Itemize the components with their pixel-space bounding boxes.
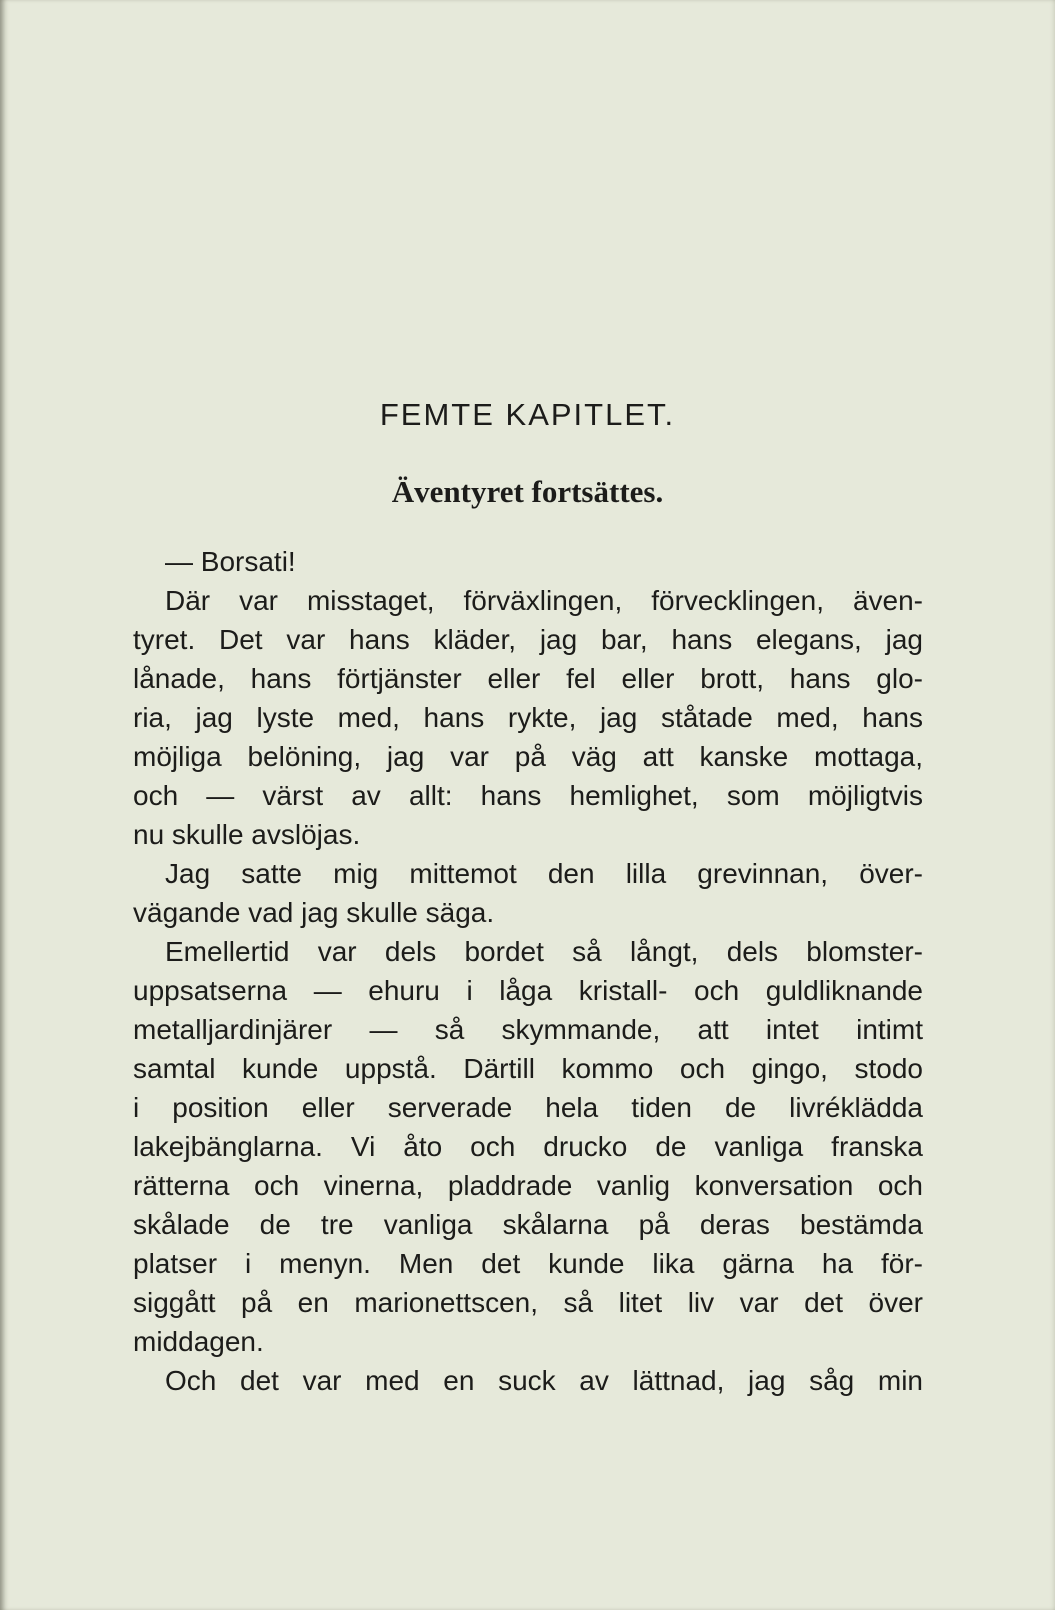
chapter-title: Äventyret fortsättes. [391,474,664,509]
text-line: och — värst av allt: hans hemlighet, som möjligtvis [133,780,923,811]
text-line: platser i menyn. Men det kunde lika gärna ha för- [133,1248,923,1279]
text-line: Och det var med en suck av lättnad, jag såg min [165,1365,923,1396]
text-line: skålade de tre vanliga skålarna på deras bestämda [133,1209,923,1240]
text-line: Där var misstaget, förväxlingen, förvecklingen, även- [165,585,923,616]
text-line: möjliga belöning, jag var på väg att kanske mottaga, [133,741,923,772]
text-line: uppsatserna — ehuru i låga kristall- och guldliknande [133,975,923,1006]
text-line: tyret. Det var hans kläder, jag bar, hans elegans, jag [133,624,923,655]
text-line: nu skulle avslöjas. [133,819,361,850]
body-text [133,542,923,1400]
text-line: lakejbänglarna. Vi åto och drucko de vanliga franska [133,1131,923,1162]
text-line: lånade, hans förtjänster eller fel eller brott, hans glo- [133,663,923,694]
text-line: — Borsati! [165,546,296,577]
text-line: middagen. [133,1326,264,1357]
text-line: metalljardinjärer — så skymmande, att intet intimt [133,1014,923,1045]
text-line: Jag satte mig mittemot den lilla grevinnan, över- [165,858,923,889]
text-line: vägande vad jag skulle säga. [133,897,495,928]
text-line: i position eller serverade hela tiden de livréklädda [133,1092,923,1123]
text-line: siggått på en marionettscen, så litet liv var det över [133,1287,923,1318]
text-line: Emellertid var dels bordet så långt, dels blomster- [165,936,923,967]
text-line: rätterna och vinerna, pladdrade vanlig konversation och [133,1170,923,1201]
text-line: samtal kunde uppstå. Därtill kommo och gingo, stodo [133,1053,923,1084]
text-line: ria, jag lyste med, hans rykte, jag ståtade med, hans [133,702,923,733]
chapter-heading: FEMTE KAPITLET. [379,397,676,432]
